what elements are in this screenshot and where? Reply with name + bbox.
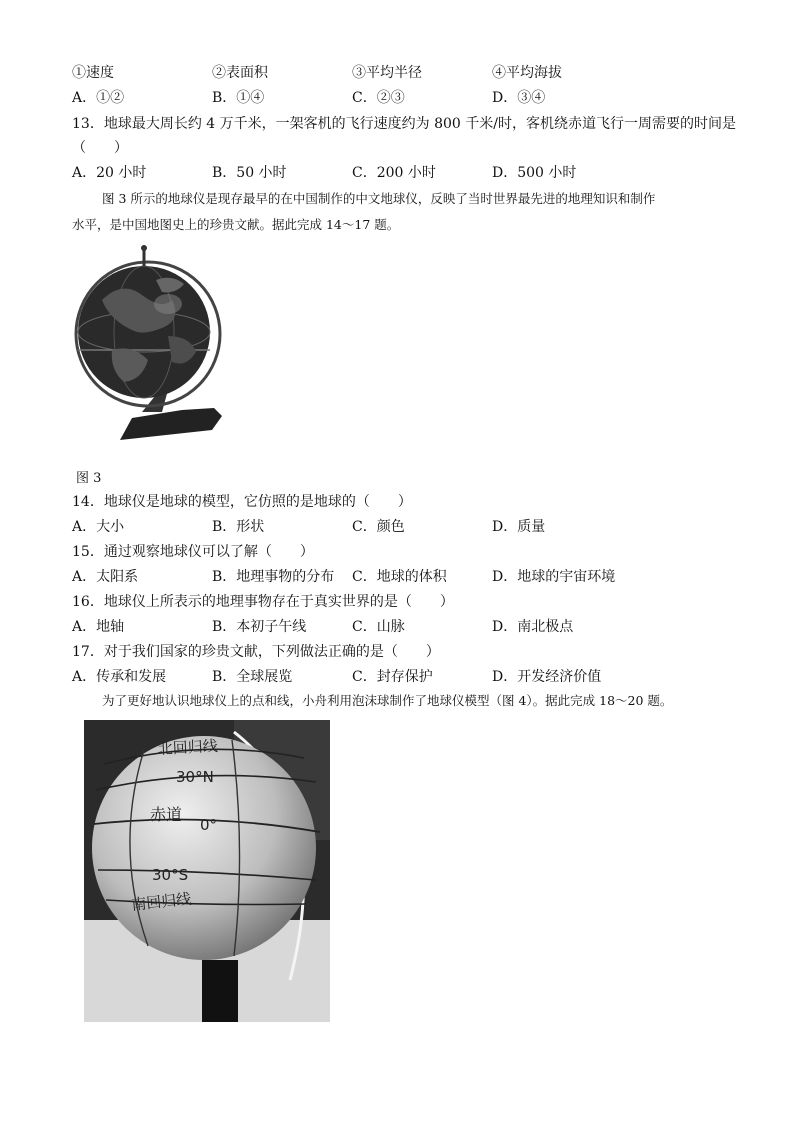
q13-choice-c: C．200 小时 [352,165,436,181]
q17-choice-a: A．传承和发展 [72,669,167,685]
intro1-line2: 水平，是中国地图史上的珍贵文献。据此完成 14～17 题。 [72,217,400,232]
q17-choice-c: C．封存保护 [352,669,433,685]
option-1: ①速度 [72,65,114,81]
label-north-tropic: 北回归线 [157,736,219,758]
q14-choice-d: D．质量 [492,519,546,535]
q16-choice-c: C．山脉 [352,619,405,635]
q15-choice-c: C．地球的体积 [352,569,447,585]
q17-stem: 17．对于我们国家的珍贵文献，下列做法正确的是（ ） [72,644,440,660]
label-south-tropic: 南回归线 [130,889,193,914]
q14-choice-a: A．大小 [72,519,125,535]
q15-choice-d: D．地球的宇宙环境 [492,569,616,585]
label-30s: 30°S [152,866,189,884]
q16-choice-d: D．南北极点 [492,619,574,635]
q17-choice-b: B．全球展览 [212,669,293,685]
intro2-line1: 为了更好地认识地球仪上的点和线，小舟利用泡沫球制作了地球仪模型（图 4）。据此完成 18～20 题。 [102,693,673,708]
q16-choice-b: B．本初子午线 [212,619,307,635]
option-3: ③平均半径 [352,65,422,81]
q14-stem: 14．地球仪是地球的模型，它仿照的是地球的（ ） [72,494,412,510]
q16-stem: 16．地球仪上所表示的地理事物存在于真实世界的是（ ） [72,594,454,610]
q14-choice-c: C．颜色 [352,519,405,535]
q13-choice-d: D．500 小时 [492,165,577,181]
intro1-line1: 图 3 所示的地球仪是现存最早的在中国制作的中文地球仪，反映了当时世界最先进的地理知识和制作 [102,191,656,206]
q12-choice-d: D．③④ [492,90,546,106]
q14-choice-b: B．形状 [212,519,265,535]
option-2: ②表面积 [212,65,268,81]
intro-paragraph-2 [72,688,732,714]
intro-paragraph-1 [72,186,732,238]
q13-choice-a: A．20 小时 [72,165,147,181]
label-0-degrees: 0° [200,816,218,834]
q15-choice-a: A．太阳系 [72,569,139,585]
q15-stem: 15．通过观察地球仪可以了解（ ） [72,544,314,560]
q12-choice-b: B．①④ [212,90,265,106]
figure-3-caption: 图 3 [76,471,102,486]
q13-stem-blank: （ ） [72,140,128,156]
option-4: ④平均海拔 [492,65,562,81]
q17-choice-d: D．开发经济价值 [492,669,602,685]
q13-choice-b: B．50 小时 [212,165,287,181]
figure-4-globe-model-photo [84,720,330,1022]
q15-choice-b: B．地理事物的分布 [212,569,335,585]
q12-choice-c: C．②③ [352,90,405,106]
label-equator: 赤道 [150,805,183,824]
label-30n: 30°N [176,768,214,786]
figure-3-globe-photo [72,240,224,452]
q12-choice-a: A．①② [72,90,125,106]
q13-stem: 13．地球最大周长约 4 万千米，一架客机的飞行速度约为 800 千米/时，客机绕赤道飞行一周需要的时间是 [72,116,736,132]
q16-choice-a: A．地轴 [72,619,125,635]
